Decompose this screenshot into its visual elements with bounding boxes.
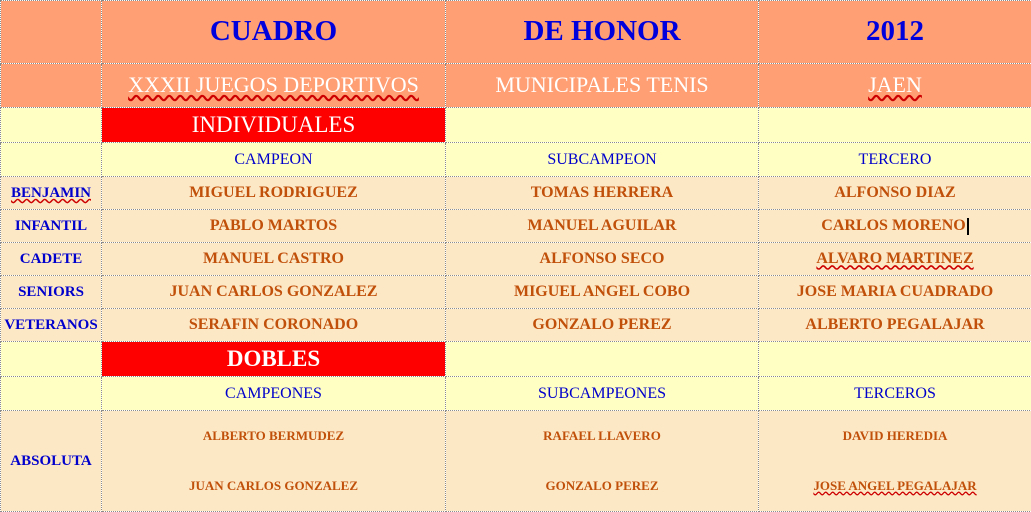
- winner-cell[interactable]: [102, 276, 446, 309]
- winner-cell[interactable]: [102, 177, 446, 210]
- player-name: DAVID HEREDIA: [759, 429, 1031, 443]
- winner-cell[interactable]: [759, 177, 1031, 210]
- category-cell[interactable]: [1, 210, 102, 243]
- cell-empty[interactable]: [446, 108, 759, 143]
- player-name: RAFAEL LLAVERO: [446, 429, 758, 443]
- winner-cell[interactable]: [446, 309, 759, 342]
- winner-cell[interactable]: [446, 276, 759, 309]
- section-title-individuales: INDIVIDUALES: [192, 112, 356, 137]
- campeones-pair: [102, 411, 445, 511]
- subtitle-part-3: JAEN: [868, 72, 922, 97]
- cell-empty[interactable]: [1, 143, 102, 177]
- category-cell[interactable]: [1, 177, 102, 210]
- title-cell-3[interactable]: [759, 1, 1031, 64]
- winner-cell[interactable]: [759, 210, 1031, 243]
- tercero-name: ALBERTO PEGALAJAR: [805, 316, 984, 333]
- winner-cell[interactable]: [759, 243, 1031, 276]
- cell-empty[interactable]: [446, 342, 759, 377]
- subtitle-part-2: MUNICIPALES TENIS: [495, 72, 708, 97]
- tercero-name: ALVARO MARTINEZ: [816, 250, 973, 267]
- column-header-cell[interactable]: [759, 377, 1031, 411]
- campeon-name: SERAFIN CORONADO: [189, 316, 358, 333]
- category-cell[interactable]: [1, 243, 102, 276]
- category-label: SENIORS: [18, 284, 84, 300]
- title-cell-1[interactable]: [102, 1, 446, 64]
- player-name: JUAN CARLOS GONZALEZ: [102, 479, 445, 493]
- column-header-terceros: TERCEROS: [854, 385, 936, 402]
- player-name: ALBERTO BERMUDEZ: [102, 429, 445, 443]
- subtitle-cell-3[interactable]: [759, 64, 1031, 108]
- player-name: GONZALO PEREZ: [446, 479, 758, 493]
- winner-cell[interactable]: [446, 210, 759, 243]
- cell-empty[interactable]: [1, 377, 102, 411]
- title-part-2: DE HONOR: [523, 15, 680, 47]
- campeon-name: MANUEL CASTRO: [203, 250, 344, 267]
- column-header-subcampeon: SUBCAMPEON: [547, 151, 656, 168]
- winner-cell[interactable]: [446, 177, 759, 210]
- column-header-cell[interactable]: [102, 377, 446, 411]
- campeon-name: JUAN CARLOS GONZALEZ: [169, 283, 377, 300]
- section-dobles-row: [1, 342, 1031, 377]
- winner-cell[interactable]: [102, 210, 446, 243]
- player-name: JOSE ANGEL PEGALAJAR: [759, 479, 1031, 493]
- winner-cell[interactable]: [102, 309, 446, 342]
- table-row: [1, 210, 1031, 243]
- subcampeon-name: MIGUEL ANGEL COBO: [514, 283, 690, 300]
- title-cell-2[interactable]: [446, 1, 759, 64]
- subcampeon-name: TOMAS HERRERA: [531, 184, 673, 201]
- cell-empty[interactable]: [759, 108, 1031, 143]
- section-title-dobles: DOBLES: [227, 346, 320, 371]
- winner-cell[interactable]: [446, 243, 759, 276]
- pair-cell[interactable]: [446, 411, 759, 512]
- section-individuales-row: [1, 108, 1031, 143]
- subcampeon-name: GONZALO PEREZ: [532, 316, 671, 333]
- cell-empty[interactable]: [1, 108, 102, 143]
- category-cell[interactable]: [1, 276, 102, 309]
- column-header-cell[interactable]: [102, 143, 446, 177]
- title-part-1: CUADRO: [210, 15, 337, 47]
- cell-empty[interactable]: [1, 342, 102, 377]
- section-title-cell[interactable]: [102, 342, 446, 377]
- subtitle-cell-1[interactable]: [102, 64, 446, 108]
- column-header-cell[interactable]: [759, 143, 1031, 177]
- winner-cell[interactable]: [759, 309, 1031, 342]
- table-row: [1, 243, 1031, 276]
- table-row: [1, 177, 1031, 210]
- cell-empty[interactable]: [759, 342, 1031, 377]
- category-cell[interactable]: [1, 309, 102, 342]
- winner-cell[interactable]: [102, 243, 446, 276]
- cell-empty[interactable]: [1, 64, 102, 108]
- title-row: [1, 1, 1031, 64]
- column-header-tercero: TERCERO: [859, 151, 932, 168]
- category-label: BENJAMIN: [11, 185, 91, 201]
- column-header-cell[interactable]: [446, 143, 759, 177]
- category-label: ABSOLUTA: [10, 453, 91, 469]
- subcampeones-pair: [446, 411, 758, 511]
- table-row: [1, 276, 1031, 309]
- tercero-name: JOSE MARIA CUADRADO: [797, 283, 993, 300]
- category-label: CADETE: [20, 251, 83, 267]
- section-title-cell[interactable]: [102, 108, 446, 143]
- table-row: [1, 309, 1031, 342]
- dobles-column-header-row: [1, 377, 1031, 411]
- tercero-name: CARLOS MORENO: [821, 217, 965, 234]
- individuales-column-header-row: [1, 143, 1031, 177]
- category-cell[interactable]: [1, 411, 102, 512]
- text-cursor: [967, 218, 969, 235]
- subtitle-part-1: XXXII JUEGOS DEPORTIVOS: [128, 72, 419, 97]
- column-header-cell[interactable]: [446, 377, 759, 411]
- pair-cell[interactable]: [759, 411, 1031, 512]
- winner-cell[interactable]: [759, 276, 1031, 309]
- column-header-campeones: CAMPEONES: [225, 385, 322, 402]
- cell-empty[interactable]: [1, 1, 102, 64]
- subtitle-cell-2[interactable]: [446, 64, 759, 108]
- subcampeon-name: ALFONSO SECO: [540, 250, 665, 267]
- table-row: [1, 411, 1031, 512]
- category-label: VETERANOS: [4, 317, 97, 333]
- tercero-name: ALFONSO DIAZ: [834, 184, 955, 201]
- column-header-subcampeones: SUBCAMPEONES: [538, 385, 666, 402]
- campeon-name: PABLO MARTOS: [210, 217, 337, 234]
- terceros-pair: [759, 411, 1031, 511]
- title-part-3: 2012: [866, 15, 924, 47]
- column-header-campeon: CAMPEON: [234, 151, 312, 168]
- pair-cell[interactable]: [102, 411, 446, 512]
- subcampeon-name: MANUEL AGUILAR: [528, 217, 677, 234]
- subtitle-row: [1, 64, 1031, 108]
- campeon-name: MIGUEL RODRIGUEZ: [189, 184, 357, 201]
- category-label: INFANTIL: [15, 218, 87, 234]
